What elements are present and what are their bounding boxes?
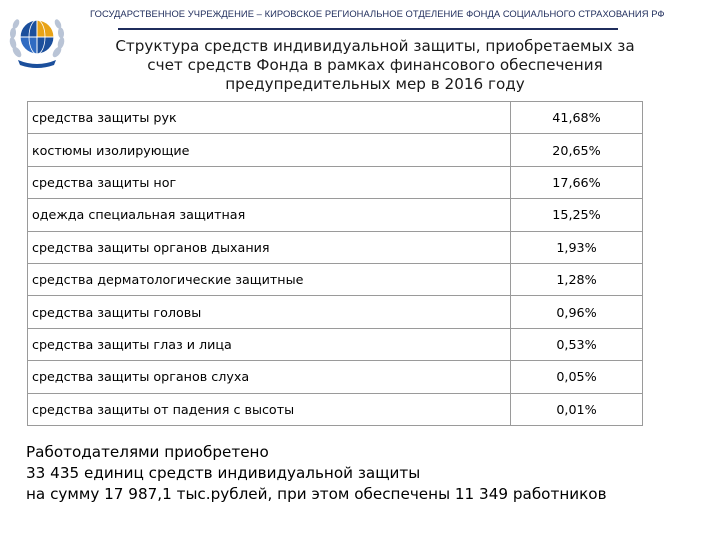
title-line: Структура средств индивидуальной защиты, приобретаемых за [115, 37, 635, 55]
ppe-category-cell: средства защиты глаз и лица [28, 328, 511, 360]
table-row [28, 199, 643, 231]
purchase-summary [26, 442, 716, 505]
header-divider [118, 28, 618, 30]
ppe-category-cell: средства защиты рук [28, 102, 511, 134]
ppe-share-cell: 0,01% [511, 393, 643, 425]
summary-line: Работодателями приобретено [26, 443, 269, 461]
ppe-share-cell: 1,93% [511, 231, 643, 263]
ppe-category-cell: средства защиты органов дыхания [28, 231, 511, 263]
table-row [28, 134, 643, 166]
ppe-share-cell: 1,28% [511, 263, 643, 295]
fss-emblem-icon [6, 8, 68, 70]
table-row [28, 231, 643, 263]
table-row [28, 393, 643, 425]
ppe-category-cell: средства защиты от падения с высоты [28, 393, 511, 425]
table-row [28, 296, 643, 328]
ppe-share-cell: 0,53% [511, 328, 643, 360]
summary-line: на сумму 17 987,1 тыс.рублей, при этом обеспечены 11 349 работников [26, 485, 607, 503]
ppe-share-cell: 15,25% [511, 199, 643, 231]
ppe-category-cell: средства дерматологические защитные [28, 263, 511, 295]
ppe-category-cell: средства защиты органов слуха [28, 361, 511, 393]
ppe-category-cell: средства защиты головы [28, 296, 511, 328]
ppe-share-cell: 20,65% [511, 134, 643, 166]
table-row [28, 263, 643, 295]
title-line: предупредительных мер в 2016 году [225, 75, 525, 93]
ppe-structure-table [27, 101, 643, 426]
ppe-share-cell: 0,05% [511, 361, 643, 393]
ppe-share-cell: 17,66% [511, 166, 643, 198]
ppe-category-cell: одежда специальная защитная [28, 199, 511, 231]
organization-header: ГОСУДАРСТВЕННОЕ УЧРЕЖДЕНИЕ – КИРОВСКОЕ РЕГИОНАЛЬНОЕ ОТДЕЛЕНИЕ ФОНДА СОЦИАЛЬНОГО СТРАХОВАНИЯ РФ [90, 8, 665, 19]
ppe-category-cell: костюмы изолирующие [28, 134, 511, 166]
table-row [28, 328, 643, 360]
page-title [70, 37, 680, 94]
ppe-category-cell: средства защиты ног [28, 166, 511, 198]
ppe-share-cell: 41,68% [511, 102, 643, 134]
table-row [28, 361, 643, 393]
title-line: счет средств Фонда в рамках финансового обеспечения [147, 56, 603, 74]
ppe-share-cell: 0,96% [511, 296, 643, 328]
summary-line: 33 435 единиц средств индивидуальной защиты [26, 464, 421, 482]
table-row [28, 102, 643, 134]
table-row [28, 166, 643, 198]
